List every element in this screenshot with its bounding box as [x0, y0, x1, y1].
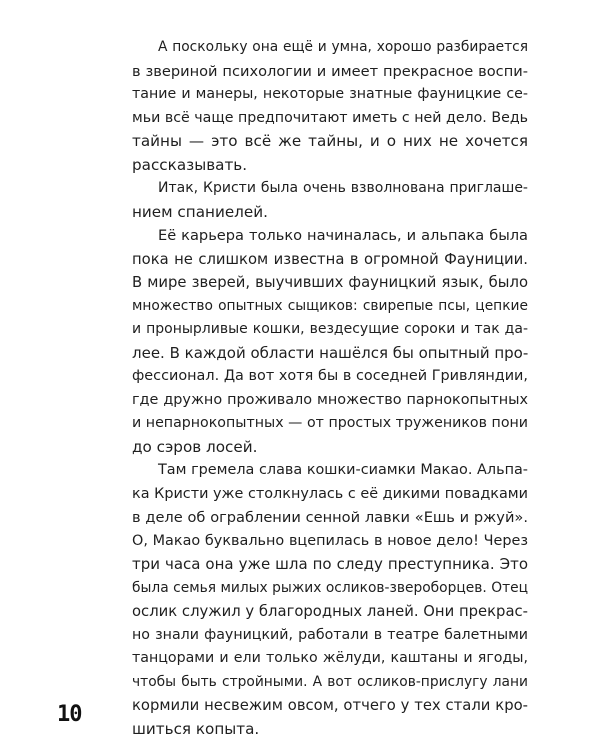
text-line: лее. В каждой области нашёлся бы опытный про- — [132, 343, 529, 362]
text-line: В мире зверей, выучивших фауницкий язык, было — [132, 274, 528, 291]
text-line: чтобы быть стройными. А вот осликов-прислугу лани — [132, 673, 528, 690]
text-line: мьи всё чаще предпочитают иметь с ней дело. Ведь — [132, 109, 528, 126]
paragraph-1 — [104, 36, 528, 177]
text-line: рассказывать. — [132, 155, 248, 174]
text-line: множество опытных сыщиков: свирепые псы, цепкие — [132, 297, 528, 314]
paragraph-4 — [104, 459, 528, 741]
text-line: Итак, Кристи была очень взволнована приглаше- — [158, 180, 528, 196]
text-line: пока не слишком известна в огромной Фауниции. — [132, 250, 528, 268]
text-line: до сэров лосей. — [132, 437, 258, 456]
page-number: 10 — [57, 702, 82, 727]
text-line: кормили несвежим овсом, отчего у тех стали кро- — [132, 697, 528, 714]
text-line: была семья милых рыжих осликов-звероборцев. Отец — [132, 579, 528, 596]
text-line: О, Макао буквально вцепилась в новое дело! Через — [132, 532, 528, 549]
text-line: в деле об ограблении сенной лавки «Ешь и ржуй». — [132, 509, 528, 526]
text-line: танцорами и ели только жёлуди, каштаны и ягоды, — [132, 650, 528, 666]
text-line: ка Кристи уже столкнулась с её дикими повадками — [132, 485, 528, 502]
text-line: тайны — это всё же тайны, и о них не хочется — [132, 132, 528, 150]
text-line: Её карьера только начиналась, и альпака была — [158, 227, 528, 244]
text-line: Там гремела слава кошки-сиамки Макао. Альпа- — [158, 462, 528, 478]
text-line: фессионал. Да вот хотя бы в соседней Гривляндии, — [132, 368, 528, 384]
text-line: шиться копыта. — [132, 719, 260, 738]
text-line: три часа она уже шла по следу преступника. Это — [132, 555, 528, 573]
text-line: ослик служил у благородных ланей. Они прекрас- — [132, 603, 528, 620]
body-text — [104, 36, 528, 741]
text-line: но знали фауницкий, работали в театре балетными — [132, 626, 528, 643]
paragraph-2 — [104, 177, 528, 224]
text-line: нием спаниелей. — [132, 202, 268, 221]
text-line: в звериной психологии и имеет прекрасное воспи- — [132, 62, 528, 80]
text-line: тание и манеры, некоторые знатные фауницкие се- — [132, 86, 528, 102]
text-line: где дружно проживало множество парнокопытных — [132, 391, 528, 408]
text-line: и непарнокопытных — от простых тружеников пони — [132, 415, 528, 431]
text-line: и пронырливые кошки, вездесущие сороки и так да- — [132, 321, 528, 337]
paragraph-3 — [104, 224, 528, 459]
text-line: А поскольку она ещё и умна, хорошо разбирается — [158, 39, 528, 55]
